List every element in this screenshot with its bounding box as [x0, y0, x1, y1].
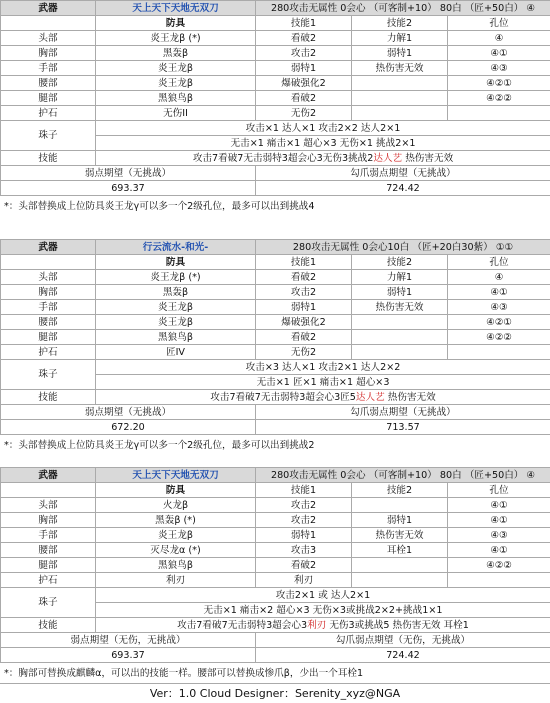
armor-skill1: 看破2 — [256, 31, 352, 46]
skills-summary — [96, 151, 550, 166]
skills-text-tail: 热伤害无效 — [385, 392, 436, 403]
armor-skill2: 力解1 — [352, 270, 448, 285]
armor-skill2: 耳栓1 — [352, 543, 448, 558]
armor-skill2 — [352, 498, 448, 513]
jewels-label: 珠子 — [1, 121, 96, 151]
armor-piece: 无伤II — [96, 106, 256, 121]
armor-piece: 利刃 — [96, 573, 256, 588]
armor-piece: 炎王龙β — [96, 300, 256, 315]
skills-summary — [96, 390, 550, 405]
armor-skill2 — [352, 573, 448, 588]
skill1-header: 技能1 — [256, 16, 352, 31]
skills-highlight: 达人艺 — [373, 153, 402, 164]
skills-highlight: 达人艺 — [356, 392, 385, 403]
head-label: 头部 — [1, 498, 96, 513]
skills-text: 攻击7看破7无击弱特3超会心3匠5 — [210, 392, 356, 403]
skill2-header: 技能2 — [352, 16, 448, 31]
jewels-line-1: 攻击×3 达人×1 攻击2×1 达人2×2 — [96, 360, 550, 375]
armor-skill1: 攻击2 — [256, 285, 352, 300]
jewels-line-2: 无击×1 痛击×2 超心×3 无伤×3或挑战2×2+挑战1×1 — [96, 603, 550, 618]
armor-piece: 炎王龙β — [96, 61, 256, 76]
footer-credit: Ver：1.0 Cloud Designer：Serenity_xyz@NGA — [0, 683, 550, 703]
armor-skill1: 看破2 — [256, 270, 352, 285]
build-note: *：胸部可替换成麒麟α，可以出的技能一样。腰部可以替换成惨爪β，少出一个耳栓1 — [0, 663, 550, 685]
weapon-label: 武器 — [1, 240, 96, 255]
expect-value-left: 693.37 — [1, 648, 256, 663]
weapon-stats: 280攻击无属性 0会心10白 （匠+20白30紫） ①① — [256, 240, 550, 255]
armor-skill1: 爆破强化2 — [256, 76, 352, 91]
waist-label: 腰部 — [1, 315, 96, 330]
weapon-name: 天上天下天地无双刀 — [96, 468, 256, 483]
armor-slots: ④③ — [448, 300, 550, 315]
armor-slots: ④②① — [448, 76, 550, 91]
armor-skill2 — [352, 558, 448, 573]
armor-skill2 — [352, 91, 448, 106]
jewels-line-1: 攻击×1 达人×1 攻击2×2 达人2×1 — [96, 121, 550, 136]
armor-skill2: 热伤害无效 — [352, 300, 448, 315]
charm-label: 护石 — [1, 573, 96, 588]
armor-skill2: 弱特1 — [352, 285, 448, 300]
armor-piece: 黑轰β — [96, 46, 256, 61]
armor-skill2: 弱特1 — [352, 513, 448, 528]
armor-piece: 黑狼鸟β — [96, 91, 256, 106]
jewels-label: 珠子 — [1, 588, 96, 618]
armor-header: 防具 — [96, 255, 256, 270]
armor-piece: 黑轰β (*) — [96, 513, 256, 528]
chest-label: 胸部 — [1, 285, 96, 300]
expect-value-left: 672.20 — [1, 420, 256, 435]
weapon-label: 武器 — [1, 468, 96, 483]
skills-summary — [96, 618, 550, 633]
armor-skill2: 热伤害无效 — [352, 61, 448, 76]
armor-slots: ④②② — [448, 558, 550, 573]
expect-label-left: 弱点期望（无挑战） — [1, 166, 256, 181]
head-label: 头部 — [1, 270, 96, 285]
weapon-stats: 280攻击无属性 0会心 （可客制+10） 80白 （匠+50白） ④ — [256, 1, 550, 16]
skills-label: 技能 — [1, 618, 96, 633]
armor-slots: ④③ — [448, 528, 550, 543]
armor-skill1: 看破2 — [256, 558, 352, 573]
armor-skill1: 弱特1 — [256, 300, 352, 315]
armor-skill1: 攻击2 — [256, 498, 352, 513]
armor-slots — [448, 573, 550, 588]
armor-slots: ④① — [448, 498, 550, 513]
armor-skill1: 看破2 — [256, 91, 352, 106]
jewels-line-2: 无击×1 痛击×1 超心×3 无伤×1 挑战2×1 — [96, 136, 550, 151]
armor-slots: ④②② — [448, 330, 550, 345]
armor-piece: 炎王龙β (*) — [96, 31, 256, 46]
skill1-header: 技能1 — [256, 483, 352, 498]
armor-skill1: 攻击3 — [256, 543, 352, 558]
legs-label: 腿部 — [1, 91, 96, 106]
skill2-header: 技能2 — [352, 255, 448, 270]
build-1 — [0, 0, 550, 218]
chest-label: 胸部 — [1, 46, 96, 61]
build-note: *：头部替换成上位防具炎王龙γ可以多一个2级孔位，最多可以出到挑战2 — [0, 435, 550, 457]
skills-text: 攻击7看破7无击弱特3超会心3无伤3挑战2 — [193, 153, 374, 164]
skill2-header: 技能2 — [352, 483, 448, 498]
armor-piece: 灭尽龙α (*) — [96, 543, 256, 558]
waist-label: 腰部 — [1, 76, 96, 91]
slots-header: 孔位 — [448, 255, 550, 270]
armor-slots: ④ — [448, 31, 550, 46]
jewels-label: 珠子 — [1, 360, 96, 390]
armor-slots: ④ — [448, 270, 550, 285]
armor-skill1: 无伤2 — [256, 106, 352, 121]
chest-label: 胸部 — [1, 513, 96, 528]
armor-piece: 黑轰β — [96, 285, 256, 300]
skills-label: 技能 — [1, 390, 96, 405]
build-2 — [0, 239, 550, 457]
expect-value-left: 693.37 — [1, 181, 256, 196]
skills-text-tail: 无伤3或挑战5 热伤害无效 耳栓1 — [326, 620, 469, 631]
skills-text: 攻击7看破7无击弱特3超会心3 — [177, 620, 307, 631]
armor-header: 防具 — [96, 16, 256, 31]
build-note: *：头部替换成上位防具炎王龙γ可以多一个2级孔位，最多可以出到挑战4 — [0, 196, 550, 218]
expect-label-left: 弱点期望（无挑战） — [1, 405, 256, 420]
armor-skill2 — [352, 330, 448, 345]
armor-slots: ④③ — [448, 61, 550, 76]
head-label: 头部 — [1, 31, 96, 46]
skills-label: 技能 — [1, 151, 96, 166]
legs-label: 腿部 — [1, 330, 96, 345]
weapon-label: 武器 — [1, 1, 96, 16]
armor-slots: ④① — [448, 513, 550, 528]
charm-label: 护石 — [1, 106, 96, 121]
armor-skill1: 攻击2 — [256, 513, 352, 528]
armor-header: 防具 — [96, 483, 256, 498]
build-table — [0, 239, 550, 435]
armor-slots: ④① — [448, 285, 550, 300]
build-table — [0, 467, 550, 663]
armor-skill2: 热伤害无效 — [352, 528, 448, 543]
armor-slots — [448, 345, 550, 360]
armor-piece: 炎王龙β — [96, 315, 256, 330]
arms-label: 手部 — [1, 300, 96, 315]
slots-header: 孔位 — [448, 16, 550, 31]
legs-label: 腿部 — [1, 558, 96, 573]
armor-piece: 炎王龙β — [96, 528, 256, 543]
armor-skill1: 攻击2 — [256, 46, 352, 61]
expect-value-right: 713.57 — [256, 420, 550, 435]
expect-label-left: 弱点期望（无伤，无挑战） — [1, 633, 256, 648]
armor-slots: ④②① — [448, 315, 550, 330]
weapon-name: 天上天下天地无双刀 — [96, 1, 256, 16]
armor-skill2: 弱特1 — [352, 46, 448, 61]
skill1-header: 技能1 — [256, 255, 352, 270]
skills-highlight: 利刃 — [307, 620, 326, 631]
armor-piece: 黑狼鸟β — [96, 558, 256, 573]
expect-label-right: 勾爪弱点期望（无挑战） — [256, 166, 550, 181]
armor-skill1: 爆破强化2 — [256, 315, 352, 330]
build-table — [0, 0, 550, 196]
jewels-line-2: 无击×1 匠×1 痛击×1 超心×3 — [96, 375, 550, 390]
expect-label-right: 勾爪弱点期望（无挑战） — [256, 405, 550, 420]
armor-slots: ④① — [448, 543, 550, 558]
armor-skill1: 弱特1 — [256, 528, 352, 543]
armor-skill2 — [352, 345, 448, 360]
armor-skill2 — [352, 315, 448, 330]
armor-piece: 炎王龙β — [96, 76, 256, 91]
armor-skill1: 无伤2 — [256, 345, 352, 360]
armor-skill1: 利刃 — [256, 573, 352, 588]
armor-piece: 炎王龙β (*) — [96, 270, 256, 285]
weapon-stats: 280攻击无属性 0会心 （可客制+10） 80白 （匠+50白） ④ — [256, 468, 550, 483]
arms-label: 手部 — [1, 528, 96, 543]
armor-piece: 匠IV — [96, 345, 256, 360]
armor-skill2 — [352, 76, 448, 91]
jewels-line-1: 攻击2×1 或 达人2×1 — [96, 588, 550, 603]
expect-label-right: 勾爪弱点期望（无伤，无挑战） — [256, 633, 550, 648]
armor-skill2: 力解1 — [352, 31, 448, 46]
skills-text-tail: 热伤害无效 — [402, 153, 453, 164]
slots-header: 孔位 — [448, 483, 550, 498]
armor-slots — [448, 106, 550, 121]
armor-slots: ④① — [448, 46, 550, 61]
charm-label: 护石 — [1, 345, 96, 360]
armor-skill2 — [352, 106, 448, 121]
armor-piece: 火龙β — [96, 498, 256, 513]
armor-skill1: 弱特1 — [256, 61, 352, 76]
waist-label: 腰部 — [1, 543, 96, 558]
armor-skill1: 看破2 — [256, 330, 352, 345]
weapon-name: 行云流水-和光- — [96, 240, 256, 255]
arms-label: 手部 — [1, 61, 96, 76]
armor-piece: 黑狼鸟β — [96, 330, 256, 345]
armor-slots: ④②② — [448, 91, 550, 106]
expect-value-right: 724.42 — [256, 648, 550, 663]
build-3 — [0, 467, 550, 685]
expect-value-right: 724.42 — [256, 181, 550, 196]
